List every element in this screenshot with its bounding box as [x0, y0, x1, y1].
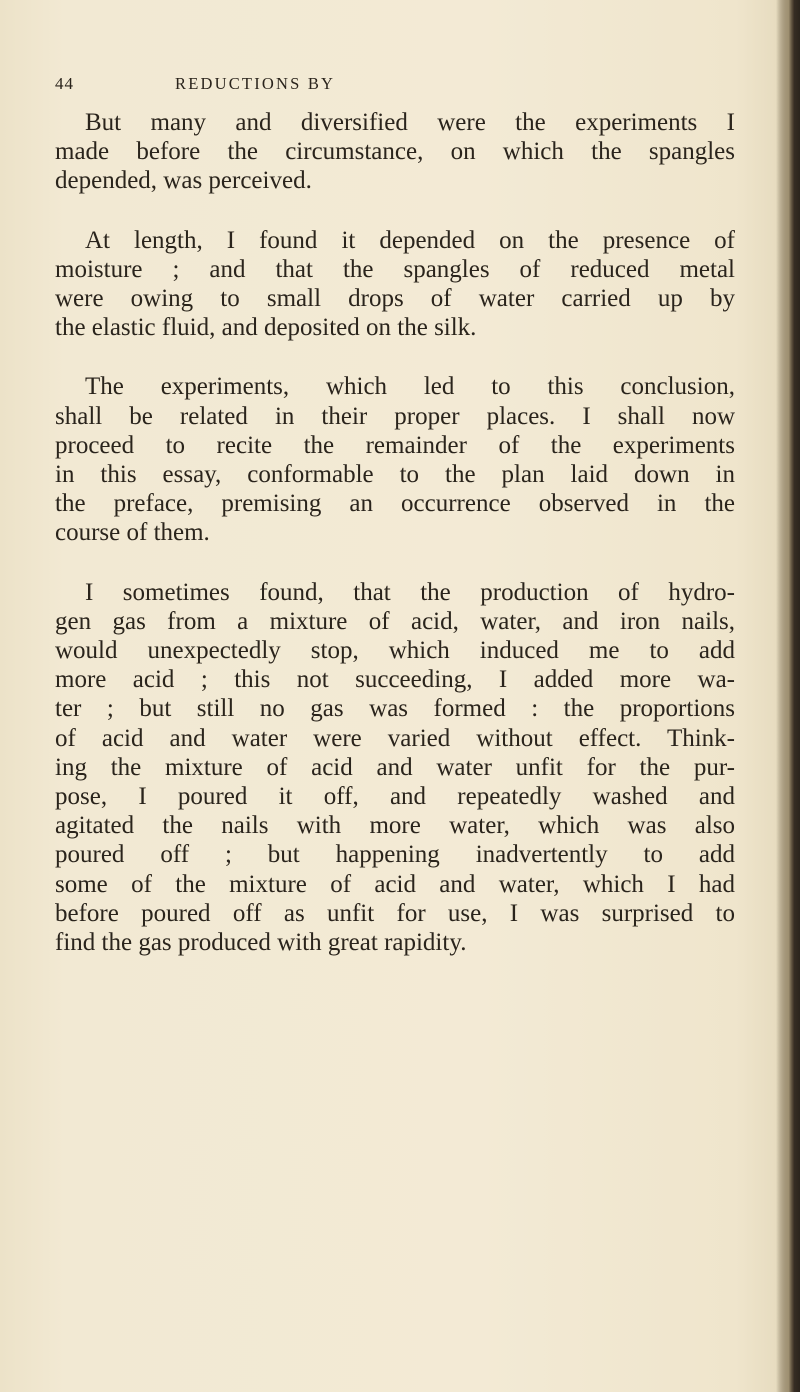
text-line: But many and diversified were the experiments I: [85, 109, 735, 136]
text-line: At length, I found it depended on the presence of: [85, 226, 735, 254]
paragraph: [55, 108, 735, 196]
paragraph: [55, 578, 735, 958]
text-line: shall be related in their proper places. I shall now: [55, 402, 735, 430]
text-line: The experiments, which led to this conclusion,: [85, 373, 735, 401]
paragraph: [55, 226, 735, 343]
text-line: made before the circumstance, on which the spangles: [55, 138, 735, 166]
text-line: of acid and water were varied without effect. Think-: [55, 724, 735, 752]
text-line: agitated the nails with more water, which was also: [55, 812, 735, 840]
text-line: the preface, premising an occurrence observed in the: [55, 490, 735, 518]
body-text: [55, 108, 735, 957]
text-line: the elastic fluid, and deposited on the silk.: [55, 314, 477, 342]
text-line: more acid ; this not succeeding, I added more wa-: [55, 666, 735, 694]
text-line: find the gas produced with great rapidity.: [55, 929, 467, 957]
paragraph: [55, 372, 735, 547]
text-line: ing the mixture of acid and water unfit for the pur-: [55, 753, 735, 781]
text-line: ter ; but still no gas was formed : the proportions: [55, 695, 735, 723]
text-line: poured off ; but happening inadvertently to add: [55, 841, 735, 869]
text-line: course of them.: [55, 519, 210, 547]
page-edge-shadow: [776, 0, 794, 1392]
text-line: pose, I poured it off, and repeatedly washed and: [55, 783, 735, 811]
page-number: 44: [55, 74, 74, 93]
text-line: were owing to small drops of water carried up by: [55, 285, 735, 313]
text-line: moisture ; and that the spangles of reduced metal: [55, 255, 735, 283]
text-line: in this essay, conformable to the plan laid down in: [55, 461, 735, 489]
text-line: some of the mixture of acid and water, which I had: [55, 870, 735, 898]
running-title: REDUCTIONS BY: [175, 74, 336, 93]
text-line: depended, was perceived.: [55, 167, 312, 195]
text-line: proceed to recite the remainder of the experiments: [55, 431, 735, 459]
text-line: I sometimes found, that the production of hydro-: [85, 578, 735, 606]
running-head: [55, 74, 715, 98]
text-line: would unexpectedly stop, which induced me to add: [55, 637, 735, 665]
text-line: before poured off as unfit for use, I was surprised to: [55, 899, 735, 927]
text-line: gen gas from a mixture of acid, water, and iron nails,: [55, 607, 735, 635]
